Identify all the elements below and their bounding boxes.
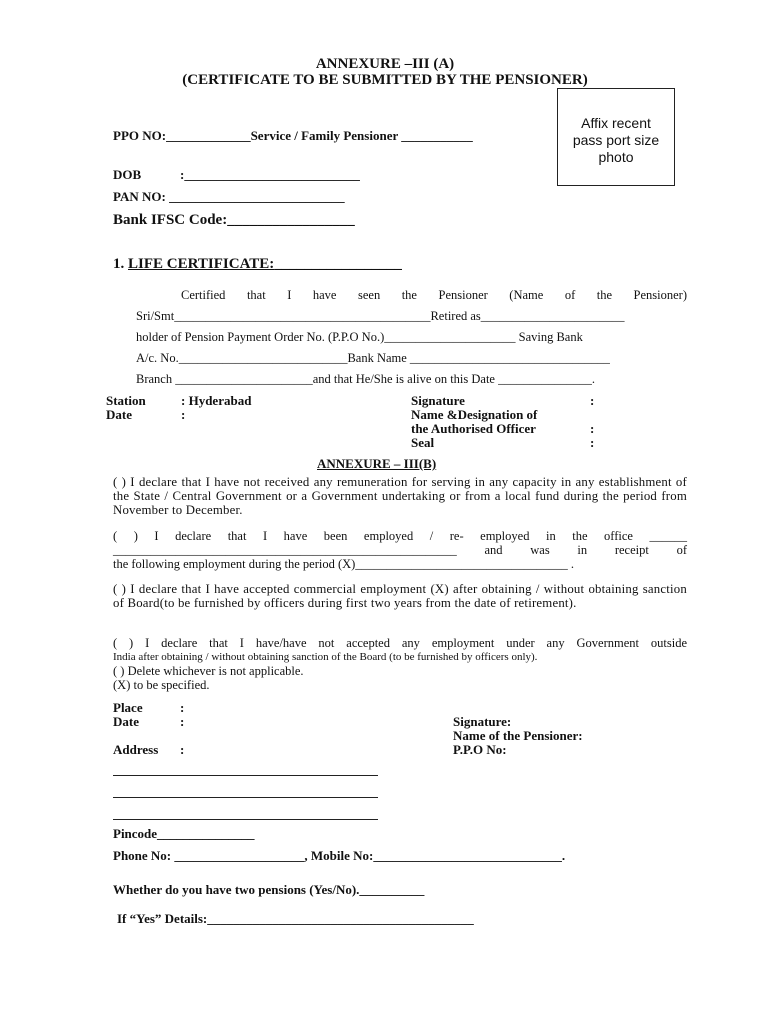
section-heading: LIFE CERTIFICATE: [128, 256, 275, 272]
life-cert-line-2[interactable]: Sri/Smt_________________________________________Retired as_______________________ [136, 309, 625, 323]
seal-colon: : [590, 435, 595, 450]
station-value: : Hyderabad [181, 393, 252, 408]
annexure-title: ANNEXURE –III (A) [315, 56, 455, 72]
specify-note: (X) to be specified. [113, 678, 210, 692]
annexure-b-title: ANNEXURE – III(B) [317, 456, 437, 471]
officer-name-designation-label: Name &Designation of [411, 407, 538, 422]
station-label: Station [106, 393, 146, 408]
place-label: Place [113, 700, 143, 715]
seal-label: Seal [411, 435, 435, 450]
pensioner-date-label: Date [113, 714, 139, 729]
pensioner-ppo-label: P.P.O No: [453, 742, 507, 757]
life-cert-line-5[interactable]: Branch ______________________and that He/She is alive on this Date _______________. [136, 372, 595, 386]
two-pensions-field[interactable]: Whether do you have two pensions (Yes/No).__________ [113, 882, 425, 897]
photo-box [557, 88, 675, 186]
authorised-officer-label: the Authorised Officer [411, 421, 536, 436]
declaration-2-line-2[interactable]: _______________________________________________________ and was in receipt of [113, 543, 687, 557]
declaration-4-line-2: India after obtaining / without obtaining sanction of the Board (to be furnished by officers only). [113, 651, 538, 663]
photo-box-line-3: photo [598, 149, 634, 165]
officer-signature-colon: : [590, 393, 595, 408]
address-line-1[interactable] [113, 775, 378, 776]
certificate-title: (CERTIFICATE TO BE SUBMITTED BY THE PENSIONER) [182, 72, 588, 88]
photo-box-line-2: pass port size [572, 132, 660, 148]
ppo-no-field[interactable]: PPO NO:_____________Service / Family Pensioner ___________ [113, 128, 473, 143]
declaration-3: ( ) I declare that I have accepted commercial employment (X) after obtaining / without obtaining sanction of Board(to be furnished by officers during first two years from the date of retirement). [113, 582, 687, 610]
declaration-2-line-3[interactable]: the following employment during the period (X)__________________________________ . [113, 557, 575, 571]
pan-no-field[interactable]: PAN NO: ___________________________ [113, 189, 345, 204]
life-cert-line-1: Certified that I have seen the Pensioner (Name of the Pensioner) [181, 288, 687, 302]
date-value[interactable]: : [181, 407, 186, 422]
date-label: Date [106, 407, 132, 422]
life-cert-line-3[interactable]: holder of Pension Payment Order No. (P.P.O No.)_____________________ Saving Bank [136, 330, 583, 344]
pincode-field[interactable]: Pincode_______________ [113, 826, 255, 841]
pensioner-date-field[interactable]: : [180, 714, 185, 729]
life-certificate-heading [113, 256, 402, 273]
address-label: Address [113, 742, 159, 757]
address-colon: : [180, 742, 185, 757]
authorised-officer-colon: : [590, 421, 595, 436]
section-heading-blank: _________________ [274, 256, 402, 272]
pensioner-name-label: Name of the Pensioner: [453, 728, 583, 743]
declaration-2-line-1[interactable]: ( ) I declare that I have been employed / re- employed in the office ______ [113, 529, 687, 543]
section-number: 1. [113, 256, 125, 272]
declaration-1: ( ) I declare that I have not received any remuneration for serving in any capacity in any establishment of the State / Central Government or a Government undertaking or from a local fund during the period from November to December. [113, 475, 687, 517]
bank-ifsc-field[interactable]: Bank IFSC Code:_________________ [113, 212, 355, 228]
phone-mobile-field[interactable]: Phone No: ____________________, Mobile No:_____________________________. [113, 848, 566, 863]
dob-field[interactable]: :___________________________ [180, 167, 360, 182]
delete-note: ( ) Delete whichever is not applicable. [113, 664, 304, 678]
address-line-3[interactable] [113, 819, 378, 820]
photo-box-line-1: Affix recent [581, 115, 651, 131]
officer-signature-label: Signature [411, 393, 465, 408]
dob-label: DOB [113, 167, 142, 182]
address-line-2[interactable] [113, 797, 378, 798]
life-cert-line-4[interactable]: A/c. No.___________________________Bank Name ________________________________ [136, 351, 610, 365]
yes-details-field[interactable]: If “Yes” Details:_________________________________________ [117, 911, 474, 926]
declaration-4-line-1: ( ) I declare that I have/have not accepted any employment under any Government outside [113, 636, 687, 650]
pensioner-signature-label: Signature: [453, 714, 512, 729]
place-field[interactable]: : [180, 700, 185, 715]
